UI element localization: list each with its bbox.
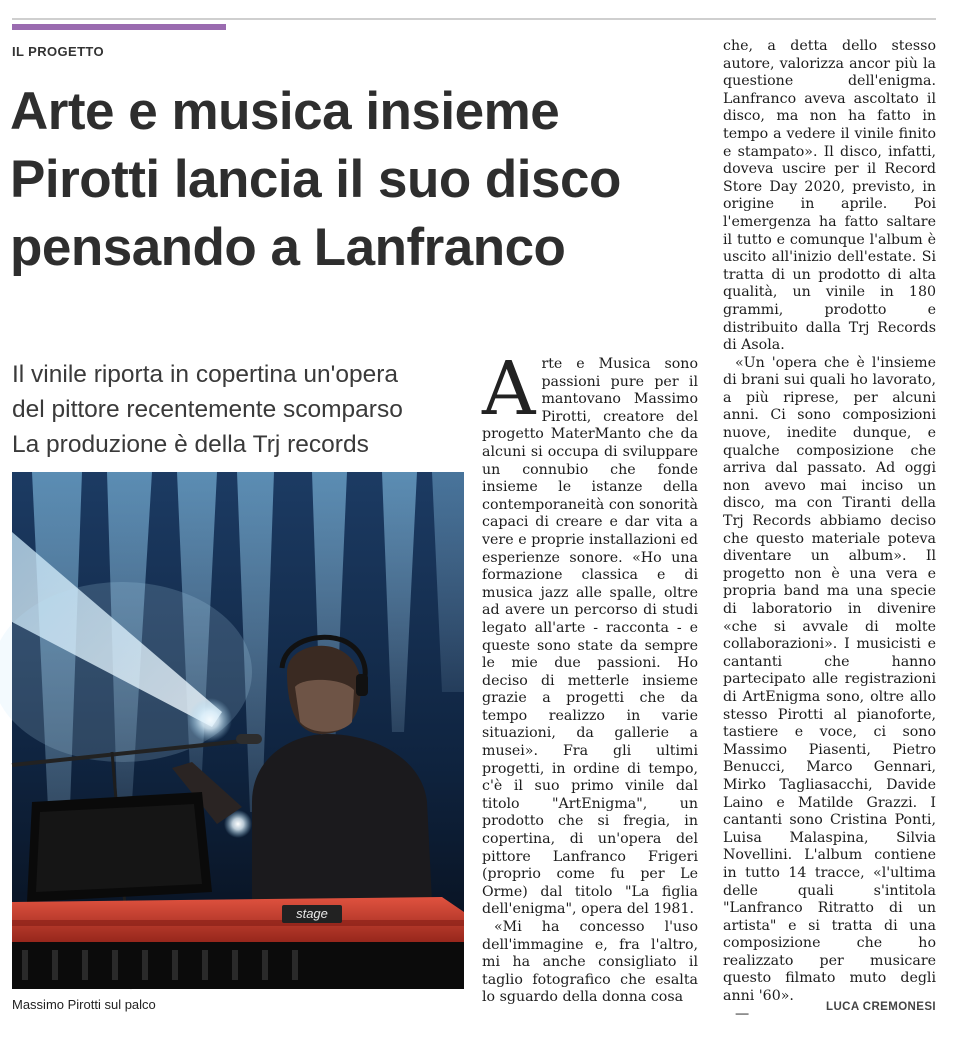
article-column-1 bbox=[482, 346, 698, 1020]
subheadline-line-1: Il vinile riporta in copertina un'opera bbox=[12, 361, 399, 388]
article-paragraph-4: «Un 'opera che è l'insieme di brani sui quali ho lavorato, a più riprese, per alcuni anni. Ci sono composizioni nuove, inedite dunque, e qualche composizione che arriva dal passato. Ad oggi non avevo mai inciso un disco, ma con Tiranti della Trj Records abbiamo deciso che questo materiale poteva diventare un album». Il progetto non è una vera e propria band ma una specie di laboratorio in divenire «che si avvale di molte collaborazioni». I musicisti e cantanti che hanno partecipato alle registrazioni di ArtEnigma sono, oltre allo stesso Pirotti al pianoforte, tastiere e voce, ci sono Massimo Piasenti, Pietro Benucci, Marco Gennari, Mirko Tagliasacchi, Davide Laino e Matilde Grazzi. I cantanti sono Cristina Ponti, Luisa Malaspina, Silvia Novellini. L'album contiene in tutto 14 tracce, «l'ultima delle quali s'intitola "Lanfranco Ritratto di un artista" e si tratta di una composizione che ho realizzato per musicare questo filmato muto degli anni '60». bbox=[723, 354, 936, 1005]
headline-line-1: Arte e musica insieme bbox=[10, 82, 560, 141]
drop-cap: A bbox=[482, 346, 536, 432]
subheadline-line-3: La produzione è della Trj records bbox=[12, 431, 369, 458]
section-kicker: IL PROGETTO bbox=[12, 44, 105, 59]
article-paragraph-3: che, a detta dello stesso autore, valorizza ancor più la questione dell'enigma. Lanfranco aveva ascoltato il disco, ma non ha fatto in tempo a vedere il vinile finito e stampato». Il disco, infatti, doveva uscire per il Record Store Day 2020, previsto, in origine in aprile. Poi l'emergenza ha fatto saltare il tutto e comunque l'album è uscito all'inizio dell'estate. Si tratta di un prodotto di alta qualità, un vinile in 180 grammi, prodotto e distribuito dalla Trj Records di Asola. bbox=[723, 38, 936, 354]
article-paragraph-1 bbox=[482, 346, 698, 919]
author-byline: LUCA CREMONESI bbox=[826, 1001, 936, 1013]
headline bbox=[10, 78, 700, 282]
top-rule bbox=[12, 18, 936, 20]
article-end-mark: — bbox=[735, 1005, 750, 1022]
subheadline bbox=[12, 357, 467, 462]
headline-line-3: pensando a Lanfranco bbox=[10, 218, 566, 277]
subheadline-line-2: del pittore recentemente scomparso bbox=[12, 396, 403, 423]
headline-line-2: Pirotti lancia il suo disco bbox=[10, 150, 621, 209]
concert-photo bbox=[12, 472, 464, 989]
article-paragraph-1-text: rte e Musica sono passioni pure per il mantovano Massimo Pirotti, creatore del progetto MaterManto che da alcuni si occupa di sviluppare un connubio che fonde insieme le istanze della contemporaneità con sonorità capaci di creare e dar vita a vere e proprie installazioni ed esperienze sonore. «Ho una formazione classica e di musica jazz alle spalle, oltre ad avere un percorso di studi legato all'arte - racconta - e queste sono state da sempre le mie due passioni. Ho deciso di metterle insieme grazie a progetti che da tempo realizzo in varie situazioni, da gallerie a musei». Fra gli ultimi progetti, in ordine di tempo, c'è il suo primo vinile dal titolo "ArtEnigma", un prodotto che si fregia, in copertina, di un'opera del pittore Lanfranco Frigeri (proprio come fu per Le Orme) dal titolo "La figlia dell'enigma", opera del 1981. bbox=[482, 356, 698, 918]
photo-caption: Massimo Pirotti sul palco bbox=[12, 997, 156, 1012]
article-paragraph-2: «Mi ha concesso l'uso dell'immagine e, fra l'altro, mi ha anche consigliato il taglio fotografico che esalta lo sguardo della donna cosa bbox=[482, 919, 698, 1006]
keyboard-brand-label: stage bbox=[296, 906, 328, 921]
section-accent-bar bbox=[12, 24, 226, 30]
